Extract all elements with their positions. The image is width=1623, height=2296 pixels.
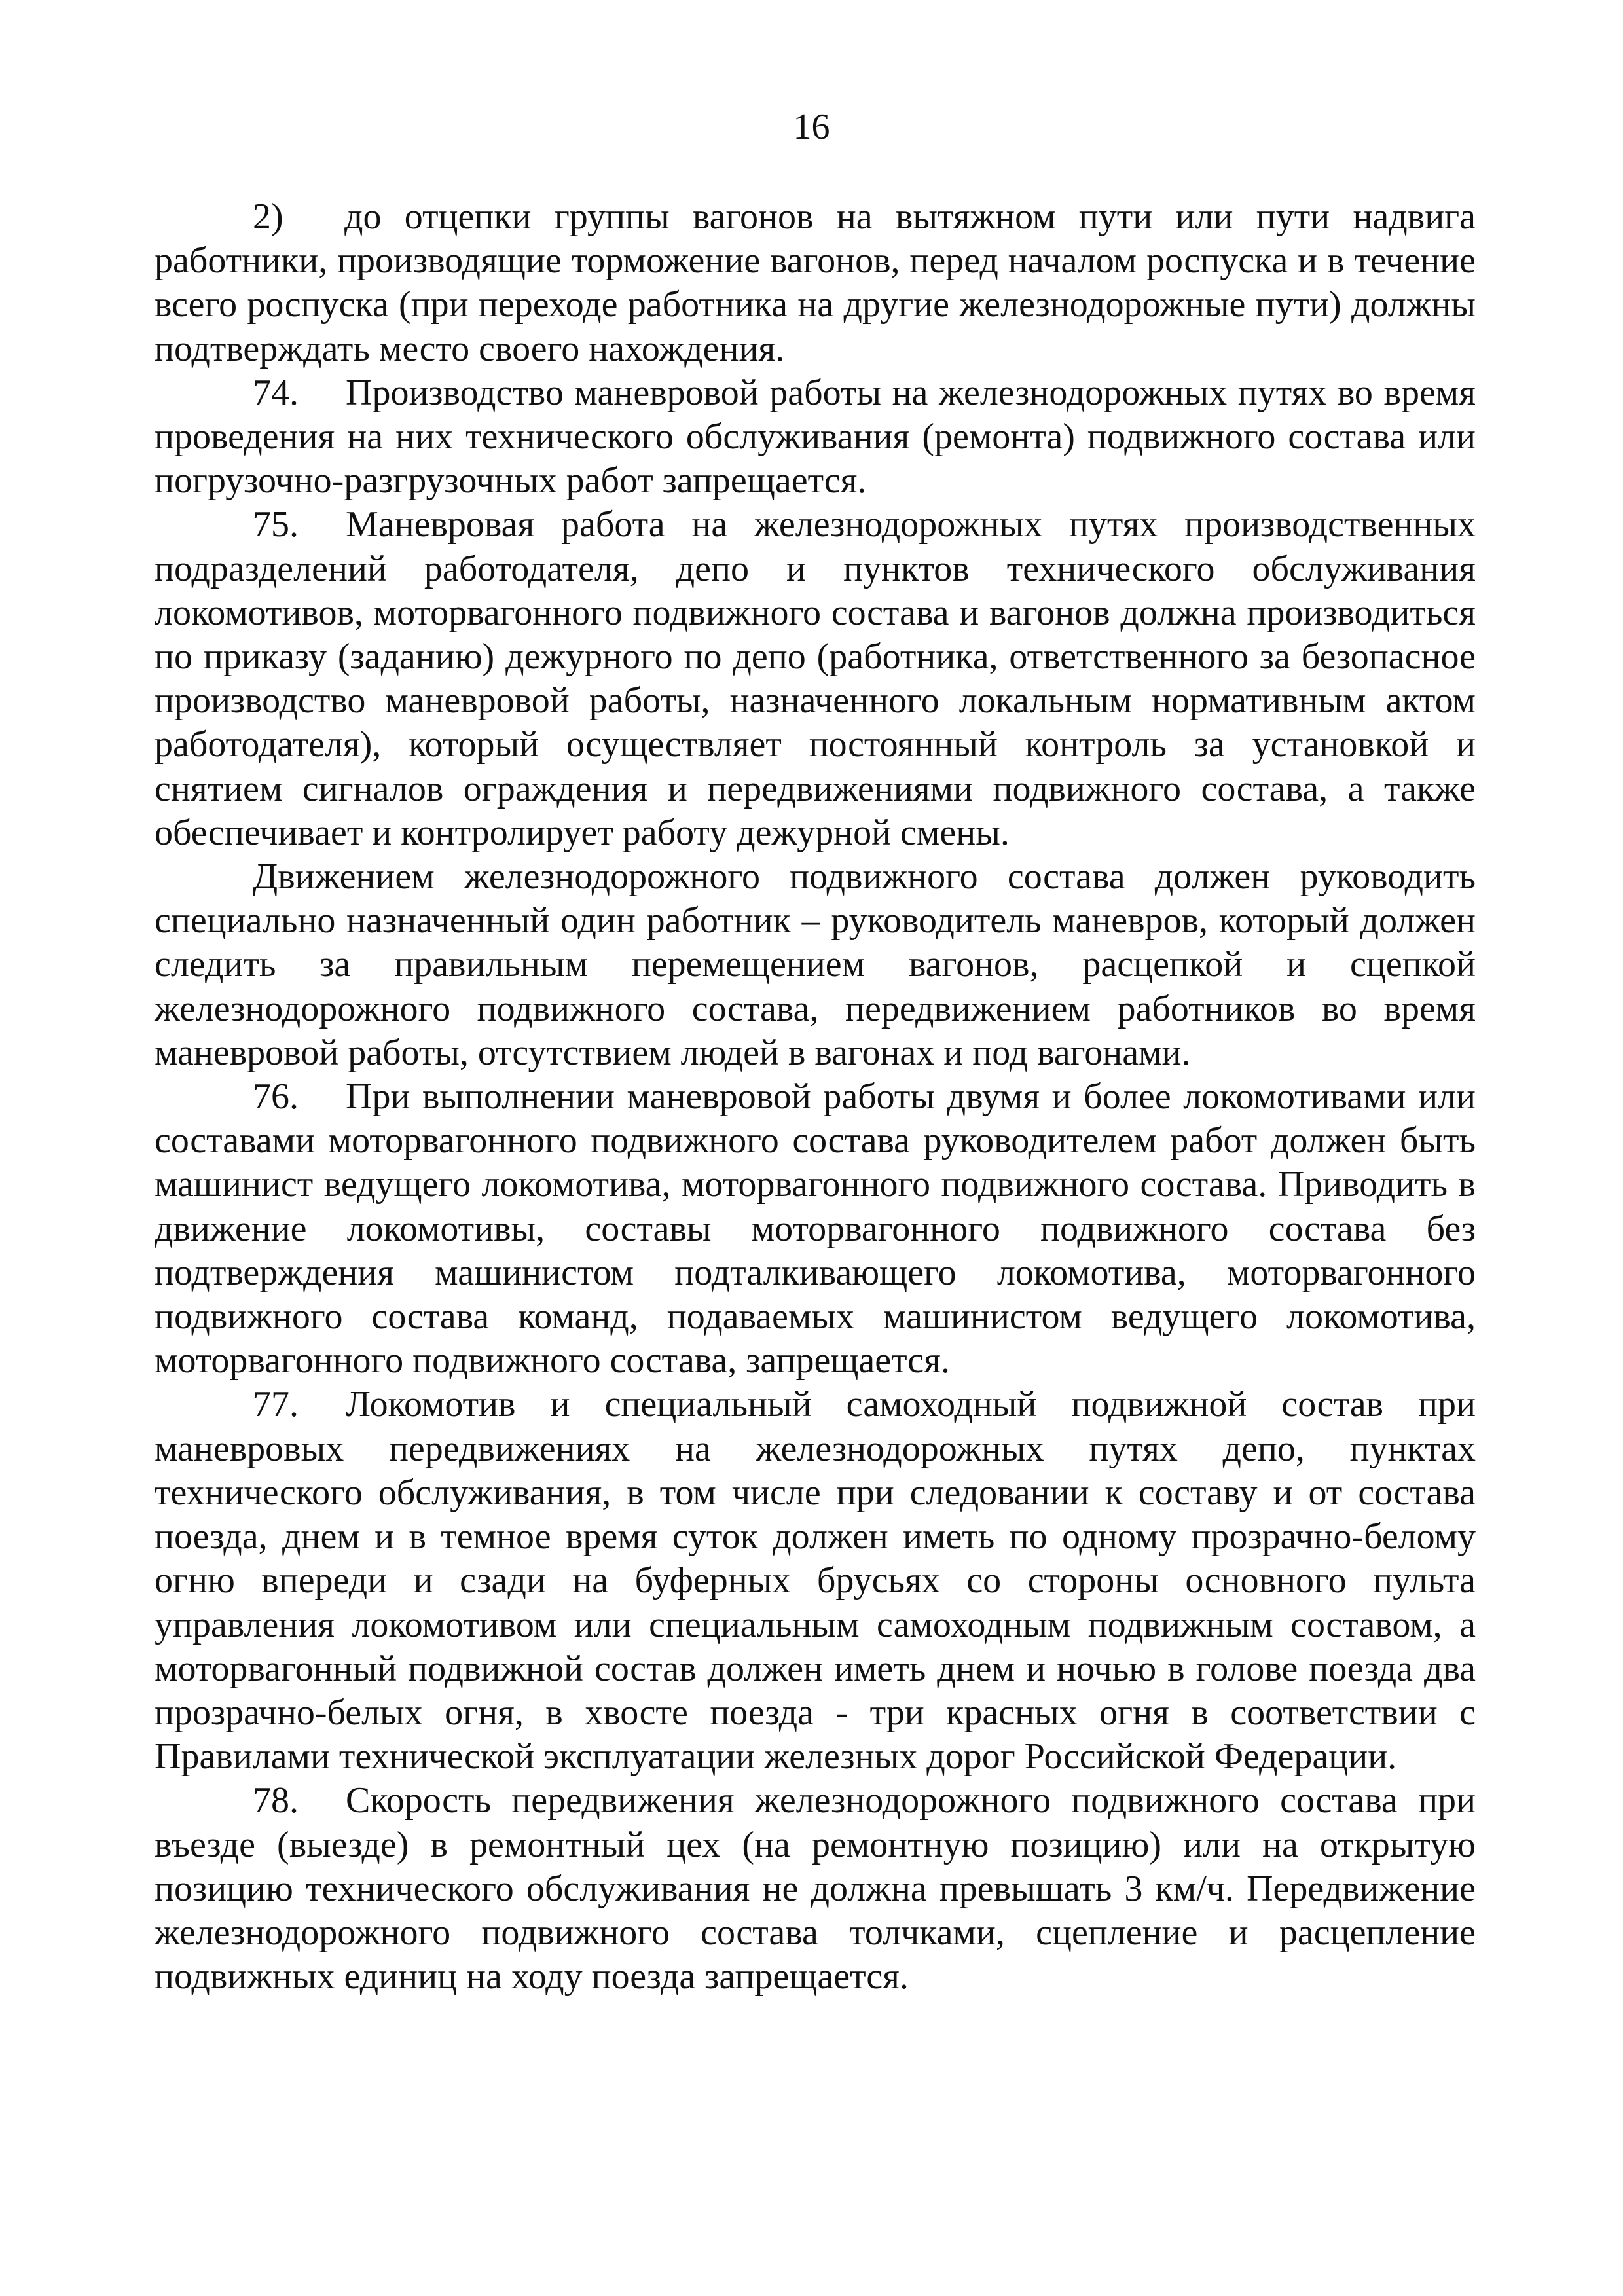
paragraph-text: Маневровая работа на железнодорожных путях производственных подразделений работодателя, депо и пунктов технического обслуживания локомотивов, моторвагонного подвижного состава и вагонов должна производиться по приказу (заданию) дежурного по депо (работника, ответственного за безопасное производство маневровой работы, назначенного локальным нормативным актом работодателя), который осуществляет постоянный контроль за установкой и снятием сигналов ограждения и передвижениями подвижного состава, а также обеспечивает и контролирует работу дежурной смены. [155,504,1476,853]
paragraph-text: Производство маневровой работы на железнодорожных путях во время проведения на них технического обслуживания (ремонта) подвижного состава или погрузочно-разгрузочных работ запрещается. [155,372,1476,501]
document-body [155,195,1476,1999]
item-number: 78. [253,1780,299,1821]
paragraph-77 [155,1383,1476,1779]
paragraph-75-continued [155,855,1476,1075]
paragraph-text: Локомотив и специальный самоходный подвижной состав при маневровых передвижениях на железнодорожных путях депо, пунктах технического обслуживания, в том числе при следовании к составу и от состава поезда, днем и в темное время суток должен иметь по одному прозрачно-белому огню впереди и сзади на буферных брусьях со стороны основного пульта управления локомотивом или специальным самоходным подвижным составом, а моторвагонный подвижной состав должен иметь днем и ночью в голове поезда два прозрачно-белых огня, в хвосте поезда - три красных огня в соответствии с Правилами технической эксплуатации железных дорог Российской Федерации. [155,1384,1476,1777]
paragraph-text: до отцепки группы вагонов на вытяжном пути или пути надвига работники, производящие торможение вагонов, перед началом роспуска и в течение всего роспуска (при переходе работника на другие железнодорожные пути) должны подтверждать место своего нахождения. [155,196,1476,369]
paragraph-text: Движением железнодорожного подвижного состава должен руководить специально назначенный один работник – руководитель маневров, который должен следить за правильным перемещением вагонов, расцепкой и сцепкой железнодорожного подвижного состава, передвижением работников во время маневровой работы, отсутствием людей в вагонах и под вагонами. [155,856,1476,1073]
paragraph-text: Скорость передвижения железнодорожного подвижного состава при въезде (выезде) в ремонтный цех (на ремонтную позицию) или на открытую позицию технического обслуживания не должна превышать 3 км/ч. Передвижение железнодорожного подвижного состава толчками, сцепление и расцепление подвижных единиц на ходу поезда запрещается. [155,1780,1476,1997]
paragraph-78 [155,1779,1476,1999]
paragraph-76 [155,1075,1476,1383]
page-number: 16 [793,107,830,147]
paragraph-74 [155,371,1476,503]
item-number: 74. [253,372,299,413]
item-number: 2) [253,196,283,237]
paragraph-text: При выполнении маневровой работы двумя и более локомотивами или составами моторвагонного подвижного состава руководителем работ должен быть машинист ведущего локомотива, моторвагонного подвижного состава. Приводить в движение локомотивы, составы моторвагонного подвижного состава без подтверждения машинистом подталкивающего локомотива, моторвагонного подвижного состава команд, подаваемых машинистом ведущего локомотива, моторвагонного подвижного состава, запрещается. [155,1076,1476,1381]
item-number: 75. [253,504,299,545]
paragraph-item-2 [155,195,1476,371]
item-number: 76. [253,1076,299,1118]
paragraph-75 [155,503,1476,855]
item-number: 77. [253,1384,299,1425]
